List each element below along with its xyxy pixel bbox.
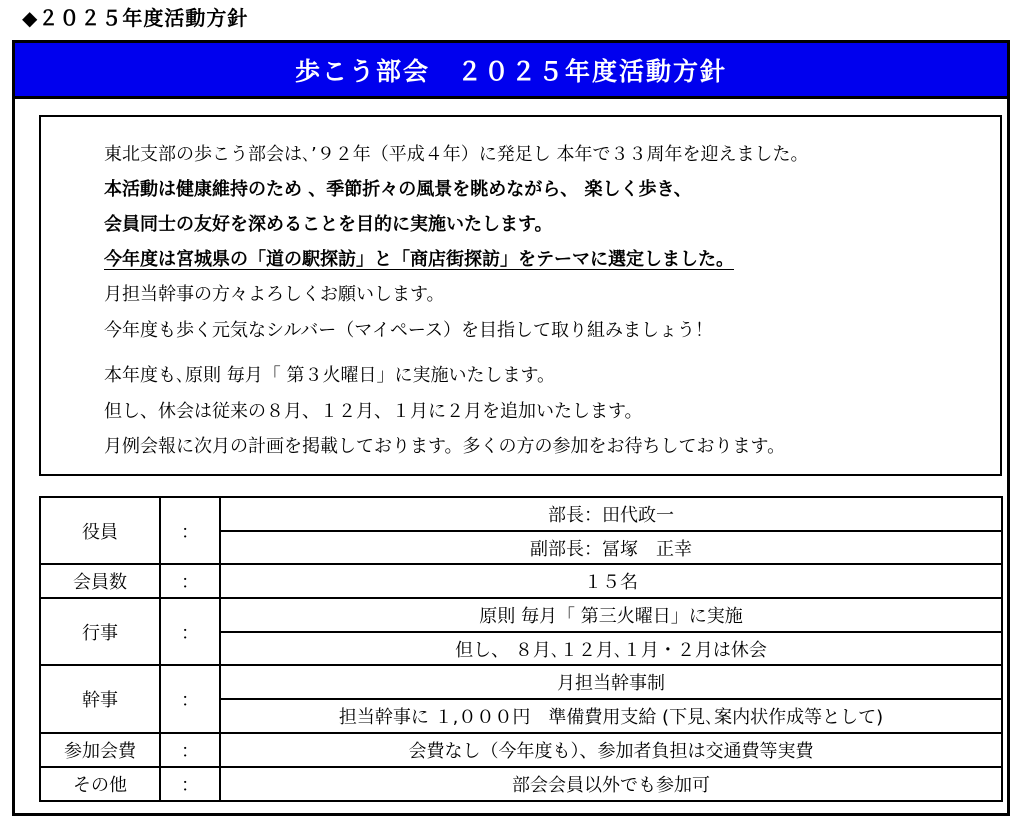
fee-value: 会費なし（今年度も）、参加者負担は交通費等実費 [220,733,1002,767]
intro-line-2: 本活動は健康維持のため 、季節折々の風景を眺めながら、 楽しく歩き、 [104,179,692,200]
table-row [40,767,1002,801]
officers-value-1: 部長：田代政一 [220,497,1002,531]
table-row [40,564,1002,598]
intro-line-5: 月担当幹事の方々よろしくお願いします。 [104,284,445,305]
page-heading: ◆２０２５年度活動方針 [22,6,249,30]
organizers-value-1: 月担当幹事制 [220,665,1002,699]
intro-line-4: 今年度は宮城県の「道の駅探訪」と「商店街探訪」をテーマに選定しました。 [104,249,734,270]
policy-frame [12,40,1010,816]
officers-label: 役員 [40,497,160,564]
info-table [39,496,1003,802]
fee-label: 参加会費 [40,733,160,767]
intro-box [39,115,1002,476]
colon: ： [160,598,220,665]
intro-line-3: 会員同士の友好を深めることを目的に実施いたします。 [104,214,553,235]
intro-line-1: 東北支部の歩こう部会は､’９２年（平成４年）に発足し 本年で３３周年を迎えました。 [104,144,809,165]
events-label: 行事 [40,598,160,665]
events-value-1: 原則 毎月「 第三火曜日」に実施 [220,598,1002,632]
other-value: 部会会員以外でも参加可 [220,767,1002,801]
colon: ： [160,497,220,564]
organizers-value-2: 担当幹事に １,０００円 準備費用支給 (下見､案内状作成等として) [220,699,1002,733]
members-label: 会員数 [40,564,160,598]
table-row [40,598,1002,632]
colon: ： [160,564,220,598]
colon: ： [160,767,220,801]
table-row [40,497,1002,531]
members-value: １５名 [220,564,1002,598]
table-row [40,733,1002,767]
intro-line-9: 月例会報に次月の計画を掲載しております。多くの方の参加をお待ちしております。 [104,436,786,457]
intro-line-8: 但し、休会は従来の８月、１２月、１月に２月を追加いたします。 [104,401,643,422]
table-row [40,665,1002,699]
organizers-label: 幹事 [40,665,160,733]
officers-value-2: 副部長：冨塚 正幸 [220,531,1002,564]
colon: ： [160,665,220,733]
title-bar: 歩こう部会 ２０２５年度活動方針 [15,43,1007,99]
colon: ： [160,733,220,767]
other-label: その他 [40,767,160,801]
events-value-2: 但し、 ８月､１２月､１月・２月は休会 [220,632,1002,665]
intro-line-7: 本年度も､原則 毎月「 第３火曜日」に実施いたします。 [104,365,556,386]
intro-line-6: 今年度も歩く元気なシルバー（マイペース）を目指して取り組みましょう！ [104,320,714,341]
